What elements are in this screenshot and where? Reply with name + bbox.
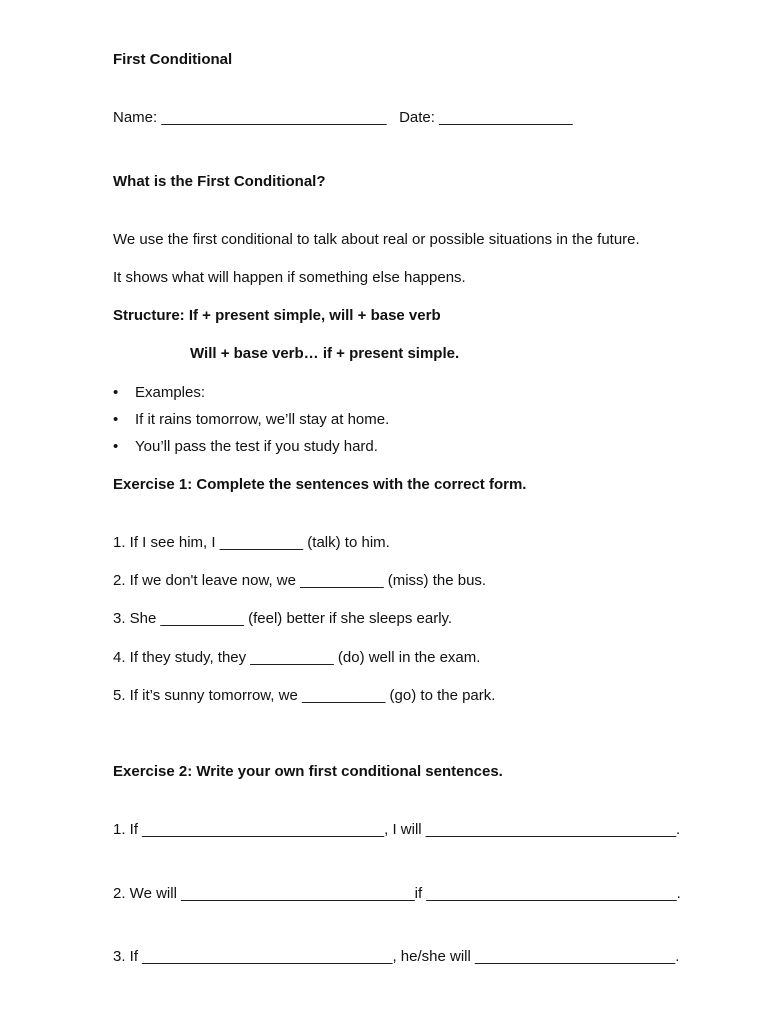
exercise1-item: 3. She __________ (feel) better if she sleeps early. [113, 610, 453, 627]
structure-line-1: Structure: If + present simple, will + base verb [113, 307, 441, 324]
list-item: • You’ll pass the test if you study hard. [113, 437, 389, 464]
section-heading: What is the First Conditional? [113, 173, 326, 190]
exercise1-heading: Exercise 1: Complete the sentences with the correct form. [113, 476, 527, 493]
name-date-line: Name: ___________________________ Date: ________________ [113, 109, 573, 126]
structure-line-2: Will + base verb… if + present simple. [190, 345, 460, 362]
examples-list [113, 383, 389, 464]
list-item: • Examples: [113, 383, 389, 410]
intro-line-2: It shows what will happen if something else happens. [113, 269, 466, 286]
exercise1-item: 1. If I see him, I __________ (talk) to him. [113, 534, 390, 551]
exercise2-item: 2. We will ____________________________if ______________________________. [113, 885, 681, 902]
exercise1-item: 2. If we don't leave now, we __________ (miss) the bus. [113, 572, 487, 589]
exercise2-heading: Exercise 2: Write your own first conditional sentences. [113, 763, 503, 780]
page-title: First Conditional [113, 51, 233, 68]
list-item: • If it rains tomorrow, we’ll stay at home. [113, 410, 389, 437]
exercise2-item: 1. If _____________________________, I will ______________________________. [113, 821, 681, 838]
exercise2-item: 3. If ______________________________, he/she will ________________________. [113, 948, 680, 965]
exercise1-item: 5. If it’s sunny tomorrow, we __________ (go) to the park. [113, 687, 496, 704]
exercise1-item: 4. If they study, they __________ (do) well in the exam. [113, 649, 481, 666]
intro-line-1: We use the first conditional to talk about real or possible situations in the future. [113, 231, 640, 248]
